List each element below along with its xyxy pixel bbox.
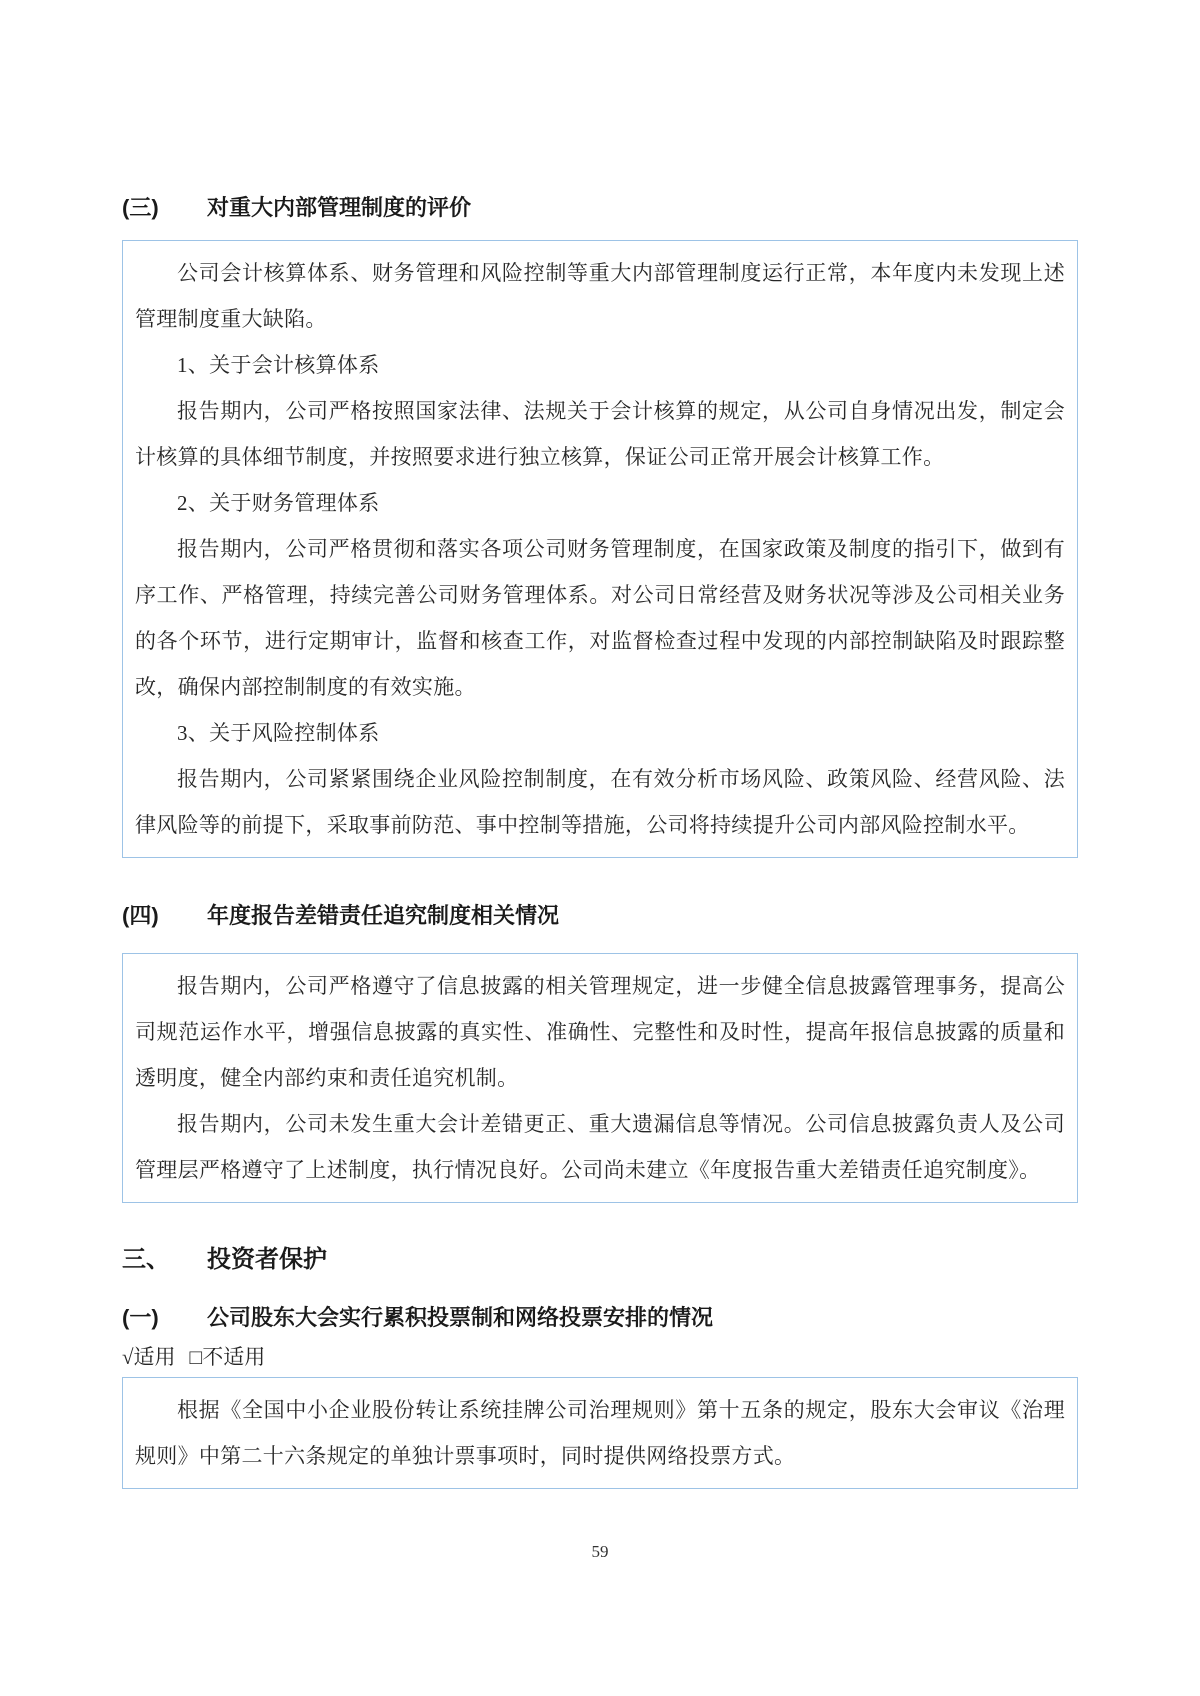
not-applicable-unchecked-option: □不适用 [189, 1345, 266, 1369]
section-heading-error-accountability [122, 901, 1078, 931]
section-heading-internal-control [122, 193, 1078, 223]
section-heading-voting-arrangement [122, 1303, 1078, 1333]
text-box-network-voting [122, 1377, 1078, 1489]
chapter-number: 三、 [122, 1246, 170, 1273]
paragraph: 公司会计核算体系、财务管理和风险控制等重大内部管理制度运行正常，本年度内未发现上述管理制度重大缺陷。 [135, 261, 1065, 331]
paragraph: 1、关于会计核算体系 [177, 353, 380, 377]
section-title: 年度报告差错责任追究制度相关情况 [207, 903, 560, 928]
chapter-heading-investor-protection [122, 1244, 1078, 1276]
paragraph: 报告期内，公司严格按照国家法律、法规关于会计核算的规定，从公司自身情况出发，制定会计核算的具体细节制度，并按照要求进行独立核算，保证公司正常开展会计核算工作。 [135, 399, 1065, 469]
section-number: (三) [122, 195, 159, 220]
applicable-checked-option: √适用 [122, 1345, 176, 1369]
paragraph: 报告期内，公司严格贯彻和落实各项公司财务管理制度，在国家政策及制度的指引下，做到有序工作、严格管理，持续完善公司财务管理体系。对公司日常经营及财务状况等涉及公司相关业务的各个环节，进行定期审计，监督和核查工作，对监督检查过程中发现的内部控制缺陷及时跟踪整改，确保内部控制制度的有效实施。 [135, 537, 1065, 699]
section-title: 公司股东大会实行累积投票制和网络投票安排的情况 [207, 1305, 714, 1330]
paragraph: 报告期内，公司未发生重大会计差错更正、重大遗漏信息等情况。公司信息披露负责人及公司管理层严格遵守了上述制度，执行情况良好。公司尚未建立《年度报告重大差错责任追究制度》。 [135, 1112, 1065, 1182]
applicability-line [122, 1343, 1078, 1371]
paragraph: 报告期内，公司严格遵守了信息披露的相关管理规定，进一步健全信息披露管理事务，提高公司规范运作水平，增强信息披露的真实性、准确性、完整性和及时性，提高年报信息披露的质量和透明度，健全内部约束和责任追究机制。 [135, 974, 1065, 1090]
text-box-internal-control-evaluation [122, 240, 1078, 858]
chapter-title: 投资者保护 [207, 1246, 327, 1273]
paragraph: 根据《全国中小企业股份转让系统挂牌公司治理规则》第十五条的规定，股东大会审议《治理规则》中第二十六条规定的单独计票事项时，同时提供网络投票方式。 [135, 1398, 1065, 1468]
section-number: (一) [122, 1305, 159, 1330]
text-box-error-accountability [122, 953, 1078, 1203]
paragraph: 报告期内，公司紧紧围绕企业风险控制制度，在有效分析市场风险、政策风险、经营风险、法律风险等的前提下，采取事前防范、事中控制等措施，公司将持续提升公司内部风险控制水平。 [135, 767, 1065, 837]
section-title: 对重大内部管理制度的评价 [207, 195, 472, 220]
page-number: 59 [591, 1542, 609, 1561]
paragraph: 3、关于风险控制体系 [177, 721, 380, 745]
paragraph: 2、关于财务管理体系 [177, 491, 380, 515]
section-number: (四) [122, 903, 159, 928]
